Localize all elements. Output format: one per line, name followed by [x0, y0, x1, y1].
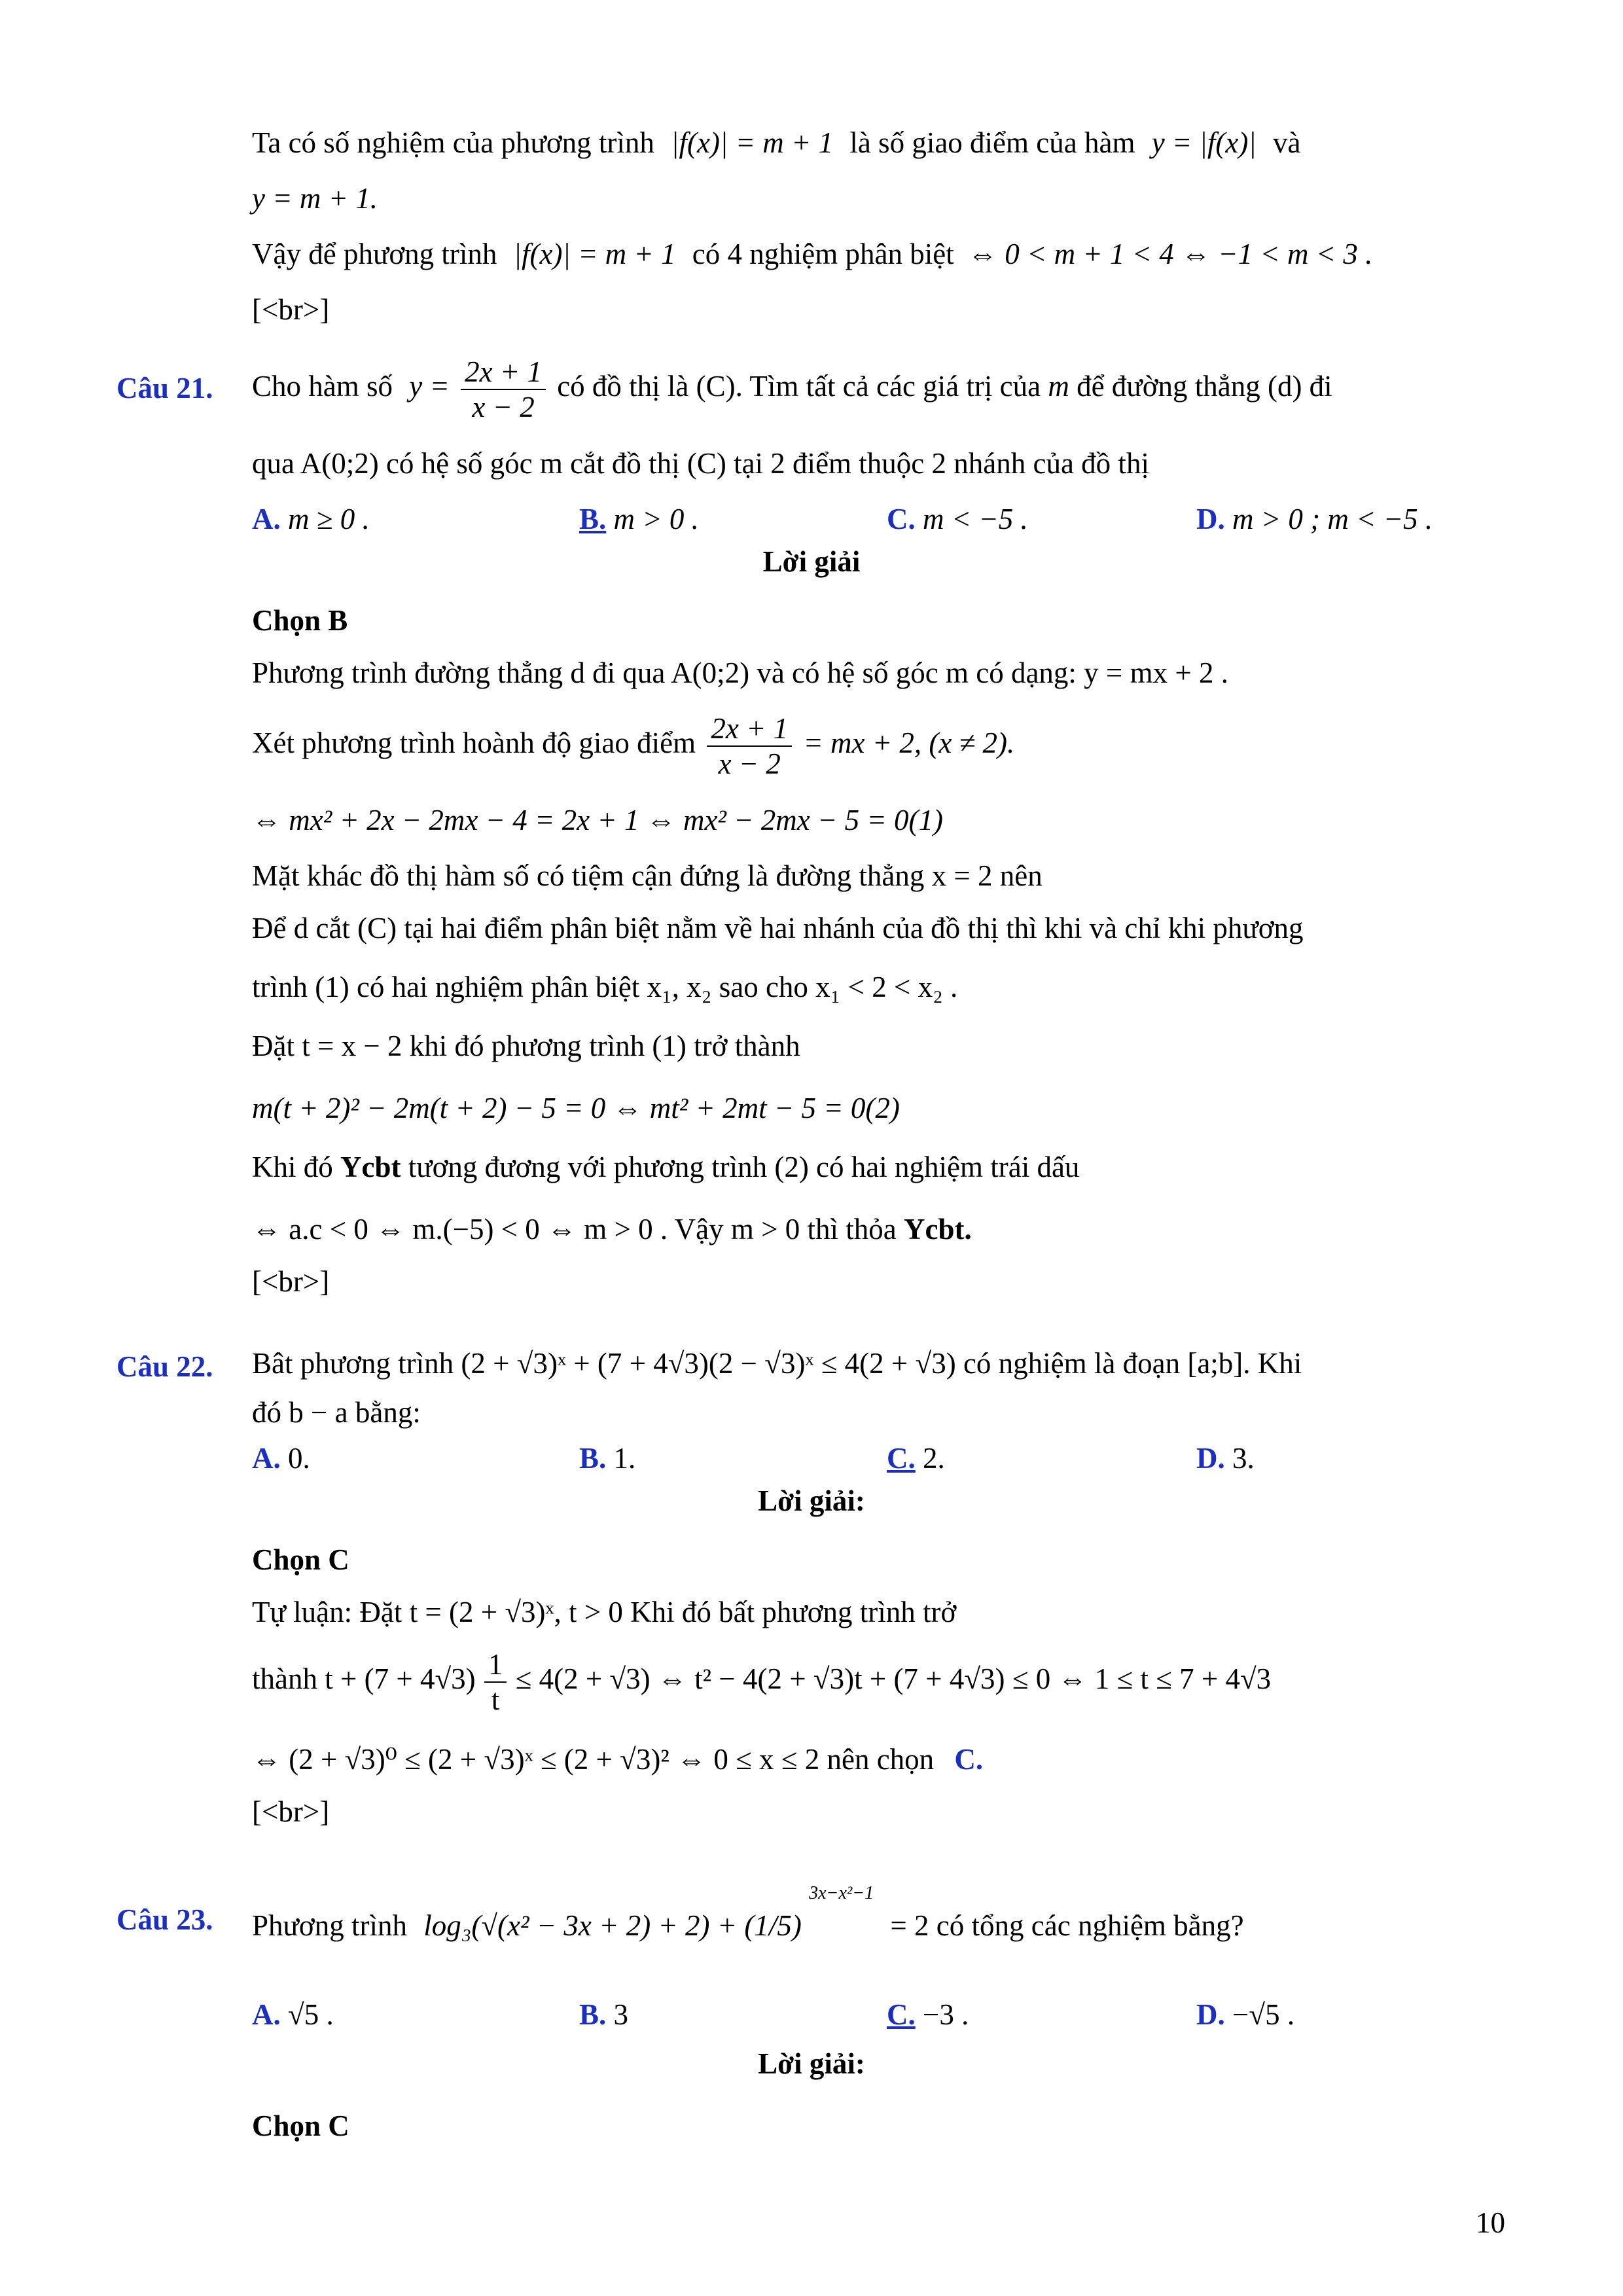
option-label: B.	[579, 1442, 607, 1475]
answer-letter: C.	[954, 1743, 984, 1776]
option-text: 1.	[613, 1442, 636, 1475]
option-text: 3.	[1232, 1442, 1255, 1475]
fraction	[484, 1647, 507, 1717]
q21-line-1	[252, 350, 1332, 424]
option-label: C.	[887, 1442, 916, 1475]
option-text: m > 0 .	[613, 503, 699, 535]
option-text: √5 .	[288, 1998, 334, 2031]
q21-sol-10	[252, 1211, 972, 1247]
option-label: A.	[252, 503, 281, 535]
text-bold: Ycbt	[340, 1151, 401, 1183]
q21-option-c	[887, 501, 1028, 537]
fraction	[461, 355, 546, 424]
option-text: 3	[613, 1998, 629, 2031]
q21-sol-5: Để d cắt (C) tại hai điểm phân biệt nằm về hai nhánh của đồ thị thì khi và chỉ khi phương	[252, 912, 1304, 944]
q22-sol-3	[252, 1741, 983, 1778]
q21-sol-7: Đặt t = x − 2 khi đó phương trình (1) trở thành	[252, 1030, 800, 1062]
option-label: A.	[252, 1442, 281, 1475]
q23-option-a	[252, 1996, 334, 2033]
text: Khi đó	[252, 1151, 333, 1183]
text: có đồ thị là (C). Tìm tất cả các giá trị của	[557, 370, 1041, 403]
text: Vậy để phương trình	[252, 238, 497, 270]
option-text: m ≥ 0 .	[288, 503, 370, 535]
option-label: A.	[252, 1998, 281, 2031]
q22-solution-title: Lời giải:	[758, 1484, 865, 1517]
top-line-2: y = m + 1.	[252, 182, 378, 215]
q21-sol-6: trình (1) có hai nghiệm phân biệt x₁, x₂ sao cho x₁ < 2 < x₂ .	[252, 971, 958, 1003]
text: là số giao điểm của hàm	[849, 126, 1135, 159]
q22-line-2: đó b − a bằng:	[252, 1396, 421, 1429]
math: log₃(√(x² − 3x + 2) + 2) + (1/5)	[423, 1909, 802, 1942]
text-bold: Ycbt.	[903, 1213, 972, 1246]
q23-option-d	[1196, 1996, 1294, 2033]
question-label-21: Câu 21.	[116, 372, 213, 404]
text: thành t + (7 + 4√3)	[252, 1662, 476, 1695]
numerator: 2x + 1	[461, 355, 546, 390]
fraction	[707, 711, 792, 781]
option-label: C.	[887, 503, 916, 535]
q23-option-b	[579, 1996, 628, 2033]
q22-option-d	[1196, 1440, 1255, 1477]
denominator: x − 2	[472, 390, 535, 423]
page-number: 10	[1476, 2206, 1505, 2239]
numerator: 1	[484, 1647, 507, 1683]
option-text: −√5 .	[1232, 1998, 1295, 2031]
top-line-3	[252, 236, 1372, 272]
top-line-1	[252, 124, 1300, 161]
math: ⇔ 0 < m + 1 < 4 ⇔ −1 < m < 3 .	[967, 238, 1373, 270]
math: |f(x)| = m + 1	[513, 238, 676, 270]
q21-line-2: qua A(0;2) có hệ số góc m cắt đồ thị (C) tại 2 điểm thuộc 2 nhánh của đồ thị	[252, 447, 1149, 480]
math: |f(x)| = m + 1	[671, 126, 834, 159]
q22-sol-1: Tự luận: Đặt t = (2 + √3)ˣ, t > 0 Khi đó bất phương trình trở	[252, 1596, 957, 1628]
math: = mx + 2, (x ≠ 2).	[803, 726, 1015, 759]
denominator: x − 2	[718, 747, 781, 780]
question-label-23: Câu 23.	[116, 1903, 213, 1936]
text: = 2 có tổng các nghiệm bằng?	[890, 1909, 1244, 1942]
option-label: B.	[579, 1998, 607, 2031]
option-label: D.	[1196, 503, 1225, 535]
q21-solution-title: Lời giải	[762, 545, 861, 578]
text: có 4 nghiệm phân biệt	[692, 238, 954, 270]
exponent: 3x−x²−1	[809, 1883, 874, 1903]
q23-option-c	[887, 1996, 969, 2033]
text: ≤ 4(2 + √3) ⇔ t² − 4(2 + √3)t + (7 + 4√3) ≤ 0 ⇔ 1 ≤ t ≤ 7 + 4√3	[515, 1662, 1272, 1695]
q22-sol-2	[252, 1643, 1271, 1717]
denominator: t	[491, 1683, 500, 1716]
option-label: C.	[887, 1998, 916, 2031]
q21-sol-3: ⇔ mx² + 2x − 2mx − 4 = 2x + 1 ⇔ mx² − 2mx − 5 = 0(1)	[252, 804, 943, 836]
q21-sol-2	[252, 707, 1014, 781]
text: ⇔ (2 + √3)⁰ ≤ (2 + √3)ˣ ≤ (2 + √3)² ⇔ 0 ≤ x ≤ 2 nên chọn	[252, 1743, 935, 1776]
q22-option-b	[579, 1440, 635, 1477]
text: Cho hàm số	[252, 370, 393, 403]
q21-sol-9	[252, 1149, 1079, 1185]
text: để đường thẳng (d) đi	[1077, 370, 1332, 403]
q22-option-a	[252, 1440, 310, 1477]
question-label-22: Câu 22.	[116, 1350, 213, 1383]
option-label: D.	[1196, 1442, 1225, 1475]
br-tag: [<br>]	[252, 1795, 330, 1828]
option-text: 0.	[288, 1442, 310, 1475]
text: và	[1272, 126, 1301, 159]
q23-choose: Chọn C	[252, 2109, 349, 2142]
numerator: 2x + 1	[707, 711, 792, 747]
math: m	[1048, 370, 1069, 403]
text: Phương trình	[252, 1909, 407, 1942]
q22-line-1: Bât phương trình (2 + √3)ˣ + (7 + 4√3)(2 − √3)ˣ ≤ 4(2 + √3) có nghiệm là đoạn [a;b]. Khi	[252, 1347, 1302, 1380]
q23-line-1	[252, 1883, 1244, 1944]
option-text: −3 .	[923, 1998, 969, 2031]
q21-sol-1: Phương trình đường thẳng d đi qua A(0;2) và có hệ số góc m có dạng: y = mx + 2 .	[252, 656, 1228, 689]
q21-option-d	[1196, 501, 1433, 537]
text: tương đương với phương trình (2) có hai nghiệm trái dấu	[408, 1151, 1080, 1183]
option-text: 2.	[923, 1442, 945, 1475]
math: y = |f(x)|	[1151, 126, 1257, 159]
math: y =	[409, 370, 450, 403]
q21-option-a	[252, 501, 370, 537]
q21-sol-4: Mặt khác đồ thị hàm số có tiệm cận đứng là đường thẳng x = 2 nên	[252, 859, 1043, 892]
option-text: m < −5 .	[923, 503, 1028, 535]
q22-option-c	[887, 1440, 945, 1477]
option-label: D.	[1196, 1998, 1225, 2031]
option-text: m > 0 ; m < −5 .	[1232, 503, 1433, 535]
q23-solution-title: Lời giải:	[758, 2047, 865, 2080]
text: Ta có số nghiệm của phương trình	[252, 126, 654, 159]
br-tag: [<br>]	[252, 293, 330, 326]
br-tag: [<br>]	[252, 1265, 330, 1298]
text: ⇔ a.c < 0 ⇔ m.(−5) < 0 ⇔ m > 0 . Vậy m > 0 thì thỏa	[252, 1213, 897, 1246]
q21-option-b	[579, 501, 699, 537]
text: Xét phương trình hoành độ giao điểm	[252, 726, 696, 759]
q21-sol-8: m(t + 2)² − 2m(t + 2) − 5 = 0 ⇔ mt² + 2mt − 5 = 0(2)	[252, 1092, 900, 1124]
q21-choose: Chọn B	[252, 604, 348, 637]
q22-choose: Chọn C	[252, 1543, 349, 1576]
option-label: B.	[579, 503, 607, 535]
